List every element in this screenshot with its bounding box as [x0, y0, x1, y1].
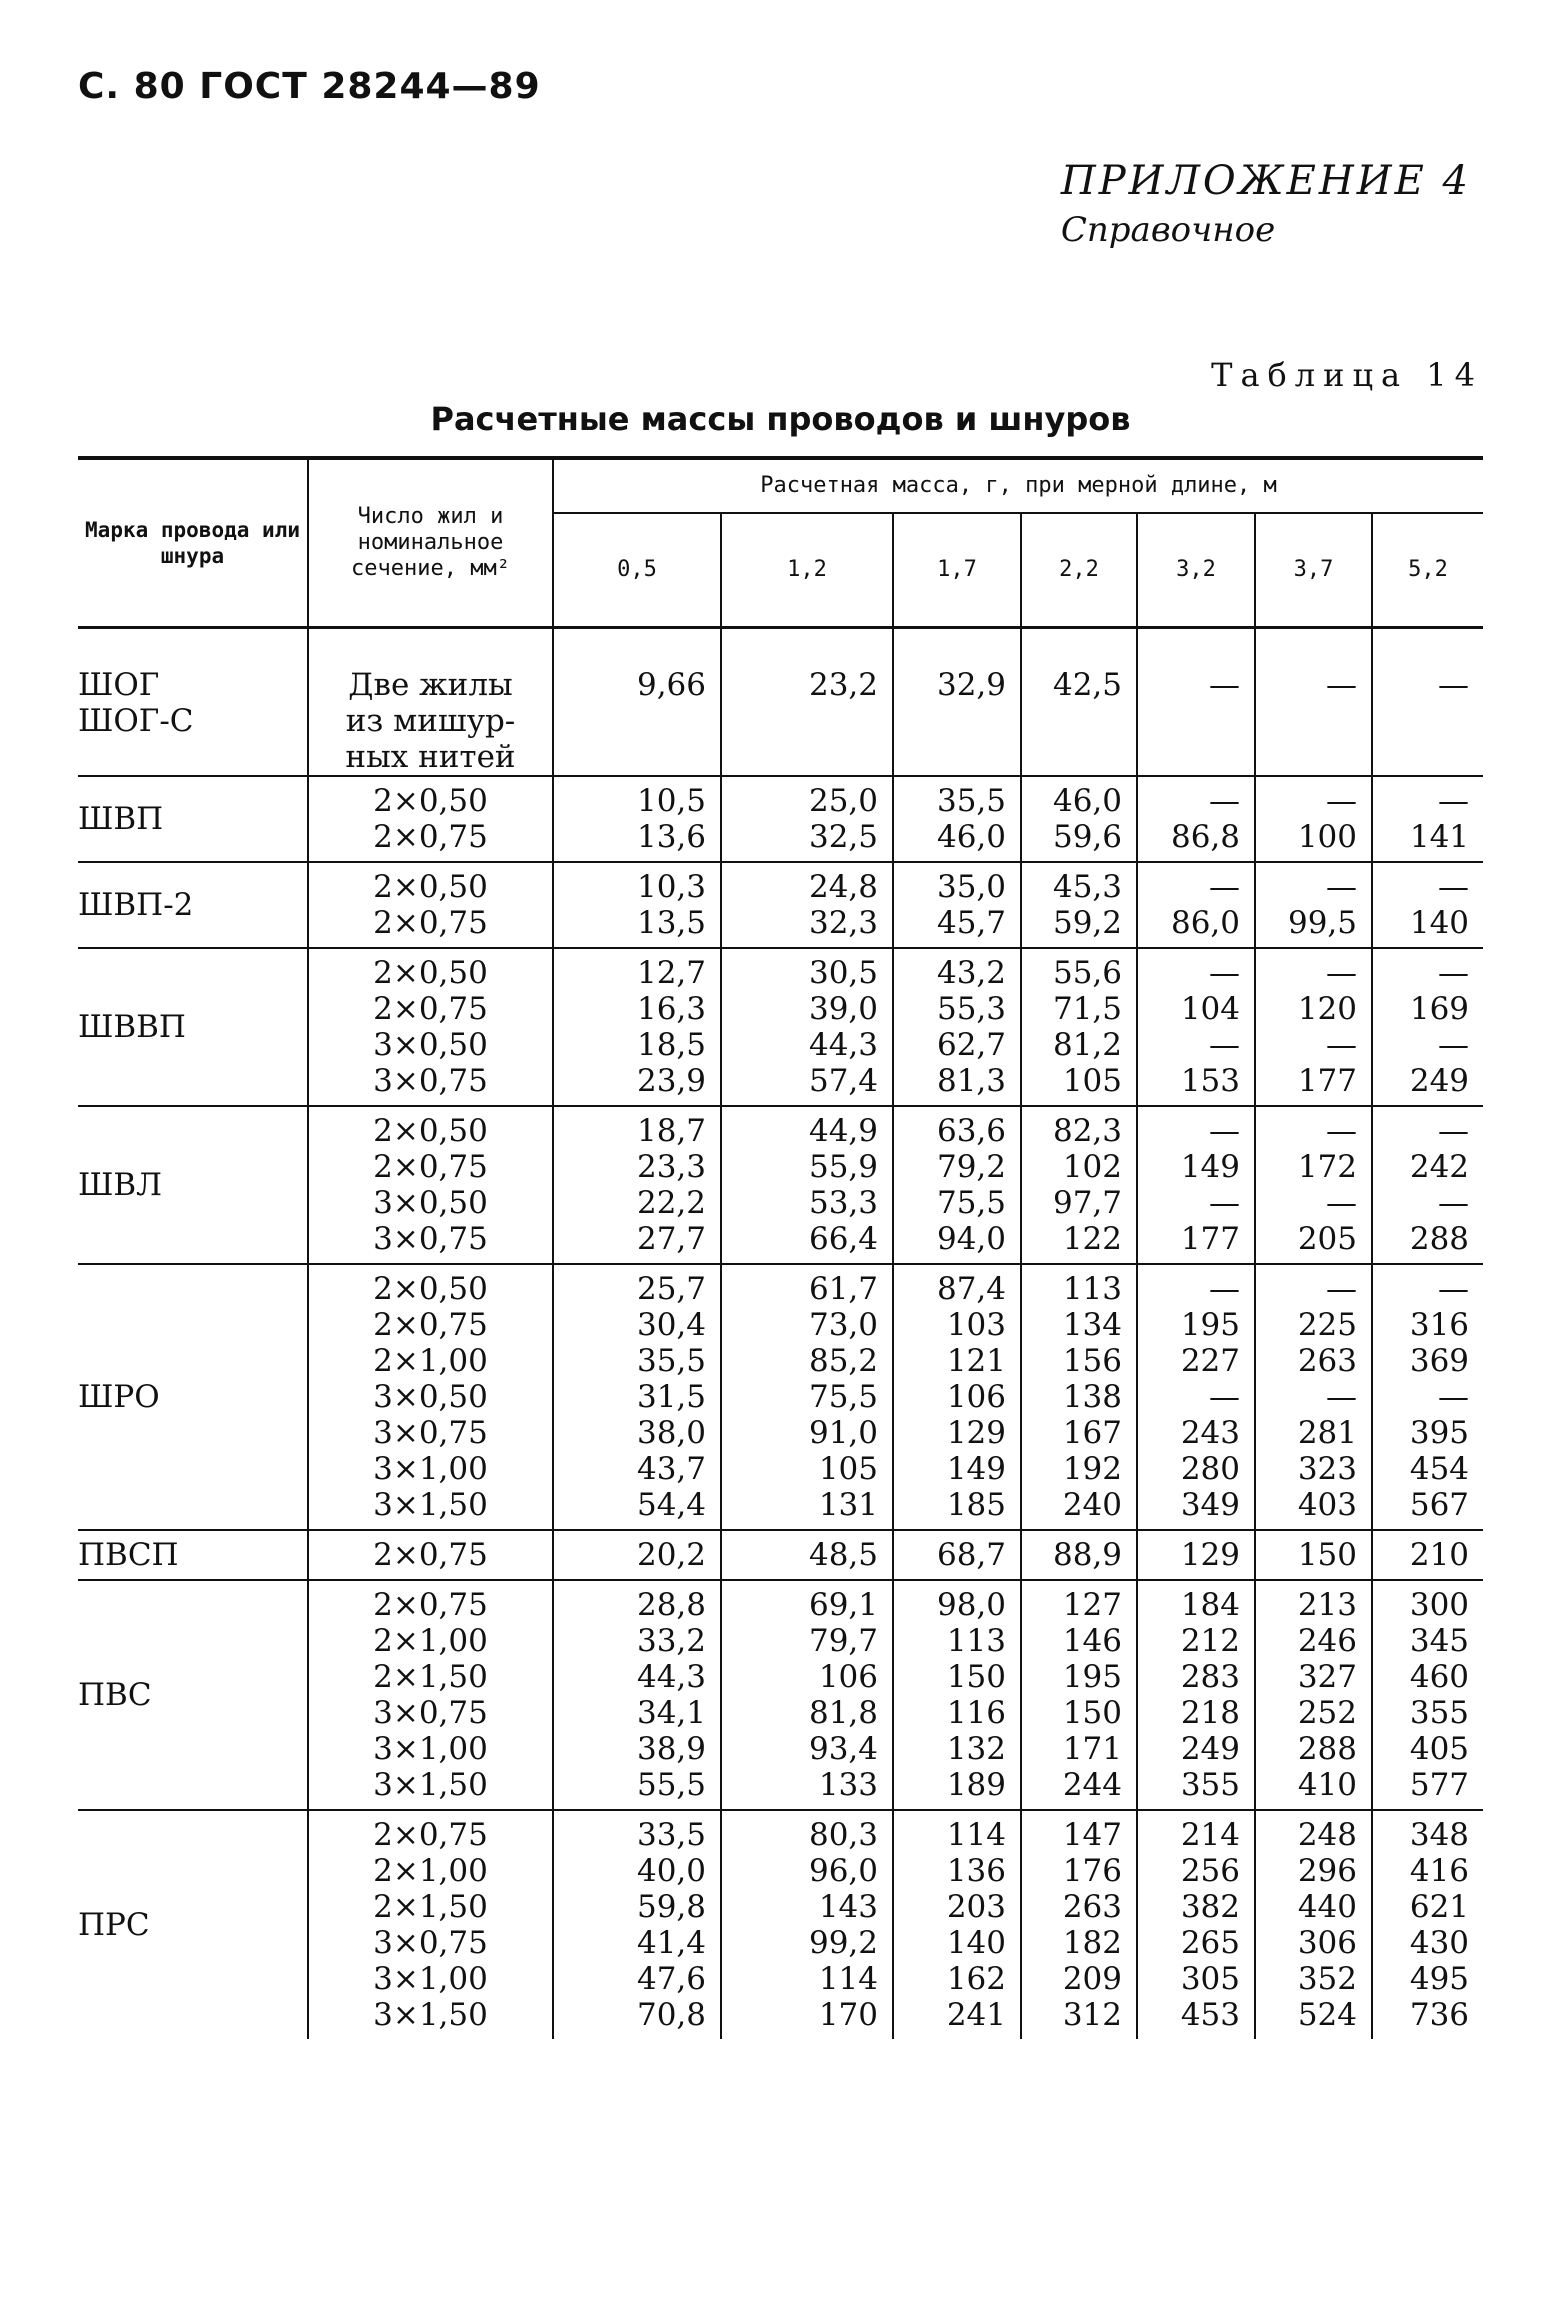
appendix-block [1061, 158, 1471, 250]
header-mark: Марка провода или шнура [78, 458, 308, 628]
header-mass-group: Расчетная масса, г, при мерной длине, м [553, 458, 1483, 513]
cell-mass: — 86,0 [1137, 862, 1255, 948]
table-body [78, 628, 1483, 2040]
cell-mass: 113 134 156 138 167 192 240 [1021, 1264, 1137, 1530]
cell-mass: 43,2 55,3 62,7 81,3 [893, 948, 1021, 1106]
cell-mass: 300 345 460 355 405 577 [1372, 1580, 1483, 1810]
cell-mass: 114 136 203 140 162 241 [893, 1810, 1021, 2039]
cell-mark: ПВСП [78, 1537, 179, 1573]
cell-mark: ШРО [78, 1379, 160, 1415]
mass-table [78, 456, 1483, 2039]
cell-mass: 23,2 [721, 628, 893, 777]
cell-mass: 45,3 59,2 [1021, 862, 1137, 948]
table-row [78, 1810, 1483, 2039]
table-row [78, 948, 1483, 1106]
cell-mass: — 104 — 153 [1137, 948, 1255, 1106]
table-row [78, 776, 1483, 862]
cell-mass: — 316 369 — 395 454 567 [1372, 1264, 1483, 1530]
cell-mass: 28,8 33,2 44,3 34,1 38,9 55,5 [553, 1580, 721, 1810]
cell-mass: — [1372, 628, 1483, 777]
cell-mass: — 140 [1372, 862, 1483, 948]
table-label: Таблица 14 [1211, 356, 1483, 394]
cell-mass: 9,66 [553, 628, 721, 777]
cell-mass: 150 [1255, 1530, 1372, 1580]
page-header: С. 80 ГОСТ 28244—89 [78, 66, 541, 107]
cell-mass: 87,4 103 121 106 129 149 185 [893, 1264, 1021, 1530]
cell-cores: 2×0,75 2×1,00 2×1,50 3×0,75 3×1,00 3×1,50 [308, 1580, 553, 1810]
cell-cores: 2×0,50 2×0,75 2×1,00 3×0,50 3×0,75 3×1,00 3×1,50 [308, 1264, 553, 1530]
table-row [78, 628, 1483, 777]
cell-mass: 33,5 40,0 59,8 41,4 47,6 70,8 [553, 1810, 721, 2039]
cell-mark: ПВС [78, 1677, 152, 1713]
cell-mass: 127 146 195 150 171 244 [1021, 1580, 1137, 1810]
table-row [78, 1580, 1483, 1810]
cell-mark: ШВВП [78, 1009, 186, 1045]
cell-mass: — 195 227 — 243 280 349 [1137, 1264, 1255, 1530]
cell-mass: 20,2 [553, 1530, 721, 1580]
cell-mass: 35,5 46,0 [893, 776, 1021, 862]
cell-mass: — 100 [1255, 776, 1372, 862]
cell-mass: 348 416 621 430 495 736 [1372, 1810, 1483, 2039]
cell-cores: 2×0,75 2×1,00 2×1,50 3×0,75 3×1,00 3×1,50 [308, 1810, 553, 2039]
cell-mark: ШВЛ [78, 1167, 163, 1203]
cell-cores: 2×0,50 2×0,75 [308, 776, 553, 862]
cell-mass: — 169 — 249 [1372, 948, 1483, 1106]
cell-mass: 213 246 327 252 288 410 [1255, 1580, 1372, 1810]
cell-mass: — 141 [1372, 776, 1483, 862]
header-length: 3,2 [1137, 513, 1255, 628]
header-cores: Число жил и номинальное сечение, мм² [308, 458, 553, 628]
cell-mass: 248 296 440 306 352 524 [1255, 1810, 1372, 2039]
cell-mass: — 242 — 288 [1372, 1106, 1483, 1264]
cell-mass: 32,9 [893, 628, 1021, 777]
cell-mass: 48,5 [721, 1530, 893, 1580]
header-length: 1,2 [721, 513, 893, 628]
cell-mass: — [1137, 628, 1255, 777]
cell-mass: — 99,5 [1255, 862, 1372, 948]
cell-mass: 63,6 79,2 75,5 94,0 [893, 1106, 1021, 1264]
cell-mass: 88,9 [1021, 1530, 1137, 1580]
cell-mark: ШОГ ШОГ-С [78, 667, 194, 739]
cell-mass: 82,3 102 97,7 122 [1021, 1106, 1137, 1264]
cell-mass: — 172 — 205 [1255, 1106, 1372, 1264]
appendix-title: ПРИЛОЖЕНИЕ 4 [1060, 158, 1471, 204]
table-row [78, 1264, 1483, 1530]
cell-mass: — [1255, 628, 1372, 777]
header-length: 1,7 [893, 513, 1021, 628]
cell-mass: 80,3 96,0 143 99,2 114 170 [721, 1810, 893, 2039]
cell-cores: Две жилы из мишур- ных нитей [308, 628, 553, 777]
cell-mass: 25,0 32,5 [721, 776, 893, 862]
table-row [78, 862, 1483, 948]
cell-mass: 35,0 45,7 [893, 862, 1021, 948]
header-length: 0,5 [553, 513, 721, 628]
cell-mass: 46,0 59,6 [1021, 776, 1137, 862]
cell-mass: 24,8 32,3 [721, 862, 893, 948]
cell-cores: 2×0,50 2×0,75 3×0,50 3×0,75 [308, 948, 553, 1106]
cell-mass: — 149 — 177 [1137, 1106, 1255, 1264]
cell-mass: 68,7 [893, 1530, 1021, 1580]
table-caption: Расчетные массы проводов и шнуров [430, 400, 1131, 438]
cell-mass: 42,5 [1021, 628, 1137, 777]
cell-cores: 2×0,75 [308, 1530, 553, 1580]
cell-mass: 147 176 263 182 209 312 [1021, 1810, 1137, 2039]
cell-mass: 214 256 382 265 305 453 [1137, 1810, 1255, 2039]
cell-mass: 10,5 13,6 [553, 776, 721, 862]
cell-mass: 18,7 23,3 22,2 27,7 [553, 1106, 721, 1264]
cell-mass: 69,1 79,7 106 81,8 93,4 133 [721, 1580, 893, 1810]
cell-mass: 25,7 30,4 35,5 31,5 38,0 43,7 54,4 [553, 1264, 721, 1530]
cell-mass: 12,7 16,3 18,5 23,9 [553, 948, 721, 1106]
cell-mass: — 225 263 — 281 323 403 [1255, 1264, 1372, 1530]
cell-mass: — 120 — 177 [1255, 948, 1372, 1106]
cell-mass: 30,5 39,0 44,3 57,4 [721, 948, 893, 1106]
appendix-subtitle: Справочное [1060, 210, 1276, 250]
cell-mass: — 86,8 [1137, 776, 1255, 862]
cell-mass: 129 [1137, 1530, 1255, 1580]
table-row [78, 1530, 1483, 1580]
cell-cores: 2×0,50 2×0,75 [308, 862, 553, 948]
cell-mass: 61,7 73,0 85,2 75,5 91,0 105 131 [721, 1264, 893, 1530]
cell-mass: 10,3 13,5 [553, 862, 721, 948]
cell-mass: 210 [1372, 1530, 1483, 1580]
cell-mass: 55,6 71,5 81,2 105 [1021, 948, 1137, 1106]
cell-cores: 2×0,50 2×0,75 3×0,50 3×0,75 [308, 1106, 553, 1264]
header-length: 3,7 [1255, 513, 1372, 628]
header-length: 5,2 [1372, 513, 1483, 628]
cell-mark: ПРС [78, 1907, 150, 1943]
cell-mass: 184 212 283 218 249 355 [1137, 1580, 1255, 1810]
cell-mark: ШВП-2 [78, 887, 194, 923]
cell-mass: 98,0 113 150 116 132 189 [893, 1580, 1021, 1810]
table-row [78, 1106, 1483, 1264]
cell-mass: 44,9 55,9 53,3 66,4 [721, 1106, 893, 1264]
header-length: 2,2 [1021, 513, 1137, 628]
cell-mark: ШВП [78, 801, 164, 837]
